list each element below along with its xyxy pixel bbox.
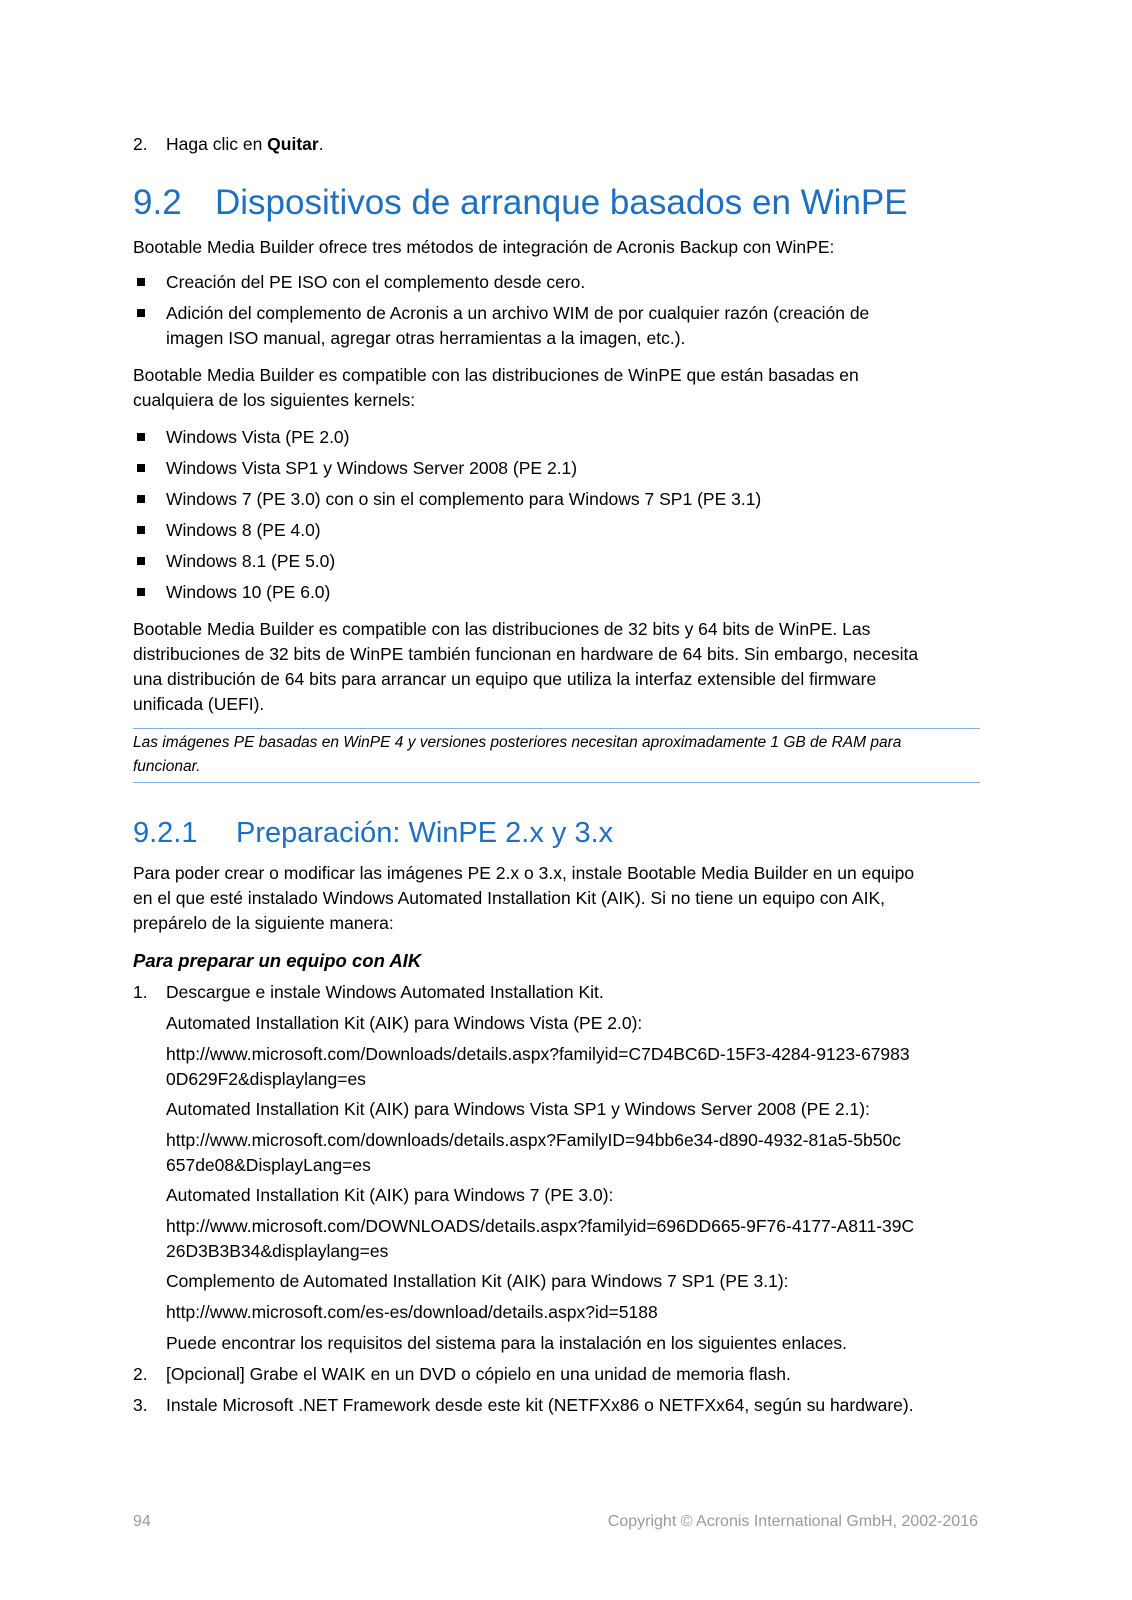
note-line: Las imágenes PE basadas en WinPE 4 y versiones posteriores necesitan aproximadamente 1 GB de RAM para [133,734,902,751]
requirements-text: Puede encontrar los requisitos del sistema para la instalación en los siguientes enlaces. [166,1333,847,1353]
aik-vista-sp1-label: Automated Installation Kit (AIK) para Windows Vista SP1 y Windows Server 2008 (PE 2.1): [166,1099,870,1119]
kernel-item: Windows Vista SP1 y Windows Server 2008 (PE 2.1) [166,458,578,478]
step-number: 2. [133,1364,148,1384]
aik-vista-label: Automated Installation Kit (AIK) para Windows Vista (PE 2.0): [166,1013,643,1033]
section-title: Dispositivos de arranque basados en WinPE [215,183,908,222]
bits-paragraph-line: unificada (UEFI). [133,694,265,714]
aik-win7-link[interactable]: http://www.microsoft.com/DOWNLOADS/details.aspx?familyid=696DD665-9F76-4177-A811-39C [166,1216,915,1236]
compat-paragraph-line: Bootable Media Builder es compatible con las distribuciones de WinPE que están basadas en [133,365,859,385]
bullet-icon [137,433,145,441]
method-item-continued: imagen ISO manual, agregar otras herramientas a la imagen, etc.). [166,328,686,348]
copyright: Copyright © Acronis International GmbH, 2002-2016 [607,1513,978,1530]
section-number: 9.2 [133,183,182,222]
step-quitar-text [166,132,324,157]
note-line: funcionar. [133,758,201,775]
section-heading [133,181,908,225]
method-item: Adición del complemento de Acronis a un archivo WIM de por cualquier razón (creación de [166,303,870,323]
bits-paragraph-line: Bootable Media Builder es compatible con las distribuciones de 32 bits y 64 bits de WinPE. Las [133,619,871,639]
subsection-title: Preparación: WinPE 2.x y 3.x [236,817,614,849]
bullet-icon [137,588,145,596]
aik-vista-link-continued[interactable]: 0D629F2&displaylang=es [166,1069,366,1089]
procedure-title: Para preparar un equipo con AIK [133,950,422,971]
compat-paragraph-line: cualquiera de los siguientes kernels: [133,390,416,410]
kernel-item: Windows 8.1 (PE 5.0) [166,551,336,571]
method-item: Creación del PE ISO con el complemento desde cero. [166,272,586,292]
bits-paragraph-line: una distribución de 64 bits para arrancar un equipo que utiliza la interfaz extensible del firmware [133,669,877,689]
intro-paragraph: Bootable Media Builder ofrece tres métodos de integración de Acronis Backup con WinPE: [133,237,835,257]
step-quitar-bold: Quitar [267,134,319,154]
aik-vista-sp1-link-continued[interactable]: 657de08&DisplayLang=es [166,1155,371,1175]
aik-win7-sp1-label: Complemento de Automated Installation Kit (AIK) para Windows 7 SP1 (PE 3.1): [166,1271,789,1291]
prep-paragraph-line: prepárelo de la siguiente manera: [133,913,394,933]
step-number: 3. [133,1395,148,1415]
step-1-text: Descargue e instale Windows Automated Installation Kit. [166,982,604,1002]
aik-vista-link[interactable]: http://www.microsoft.com/Downloads/details.aspx?familyid=C7D4BC6D-15F3-4284-9123-67983 [166,1044,910,1064]
bullet-icon [137,464,145,472]
prep-paragraph-line: en el que esté instalado Windows Automated Installation Kit (AIK). Si no tiene un equipo con AIK, [133,888,885,908]
aik-vista-sp1-link[interactable]: http://www.microsoft.com/downloads/details.aspx?FamilyID=94bb6e34-d890-4932-81a5-5b50c [166,1130,901,1150]
kernel-item: Windows 7 (PE 3.0) con o sin el complemento para Windows 7 SP1 (PE 3.1) [166,489,762,509]
subsection-number: 9.2.1 [133,817,198,849]
bullet-icon [137,278,145,286]
aik-win7-link-continued[interactable]: 26D3B3B34&displaylang=es [166,1241,389,1261]
kernel-item: Windows 10 (PE 6.0) [166,582,331,602]
bullet-icon [137,495,145,503]
page-number: 94 [133,1513,151,1530]
bullet-icon [137,526,145,534]
aik-win7-label: Automated Installation Kit (AIK) para Windows 7 (PE 3.0): [166,1185,614,1205]
step-3-text: Instale Microsoft .NET Framework desde este kit (NETFXx86 o NETFXx64, según su hardware). [166,1395,914,1415]
prep-paragraph-line: Para poder crear o modificar las imágenes PE 2.x o 3.x, instale Bootable Media Builder en un equipo [133,863,915,883]
kernel-item: Windows Vista (PE 2.0) [166,427,350,447]
aik-win7-sp1-link[interactable]: http://www.microsoft.com/es-es/download/details.aspx?id=5188 [166,1302,658,1322]
note-box [133,728,980,783]
step-2-text: [Opcional] Grabe el WAIK en un DVD o cópielo en una unidad de memoria flash. [166,1364,791,1384]
step-number: 1. [133,982,148,1002]
step-quitar-post: . [318,134,324,154]
subsection-heading [133,814,613,852]
kernel-item: Windows 8 (PE 4.0) [166,520,321,540]
step-quitar-pre: Haga clic en [166,134,268,154]
bullet-icon [137,309,145,317]
bullet-icon [137,557,145,565]
bits-paragraph-line: distribuciones de 32 bits de WinPE también funcionan en hardware de 64 bits. Sin embargo, necesita [133,644,919,664]
step-number: 2. [133,134,148,154]
